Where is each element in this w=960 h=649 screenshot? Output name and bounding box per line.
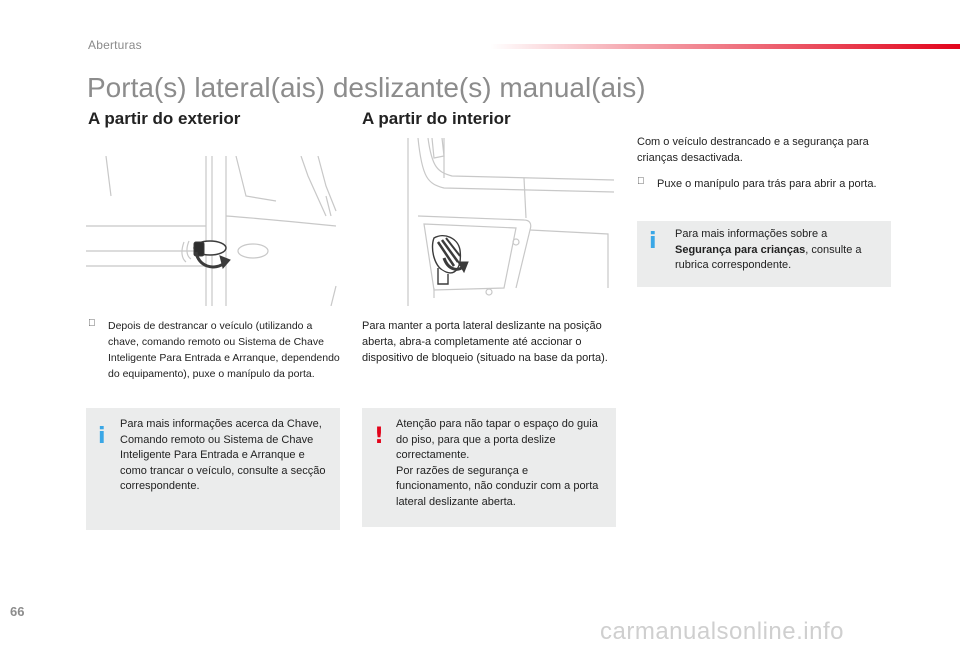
exterior-door-illustration (86, 156, 342, 306)
info-icon: i (98, 424, 106, 449)
note-text-start: Para mais informações sobre a (675, 228, 828, 240)
note-text-end: , consulte a rubrica correspondente. (675, 243, 862, 271)
warning-line-2: Por razões de segurança e funcionamento, não conduzir com a porta lateral deslizante aberta. (396, 464, 599, 508)
exterior-door-drawing (86, 156, 342, 306)
interior-pull-text: Puxe o manípulo para trás para abrir a porta. (657, 178, 877, 190)
section-label: Aberturas (88, 38, 142, 52)
interior-door-illustration (404, 138, 614, 306)
interior-instruction-text: Para manter a porta lateral deslizante na posição aberta, abra-a completamente até accionar o dispositivo de bloqueio (situado na base da porta). (362, 320, 608, 364)
interior-warning-note (362, 408, 616, 527)
exterior-instruction-text: Depois de destrancar o veículo (utilizando a chave, comando remoto ou Sistema de Chave Inteligente Para Entrada e Arranque, dependendo do equipamento), puxe o manípulo da porta. (108, 320, 340, 380)
watermark: carmanualsonline.info (600, 618, 844, 645)
warning-line-1: Atenção para não tapar o espaço do guia do piso, para que a porta deslize correctamente. (396, 418, 598, 461)
interior-door-drawing (404, 138, 614, 306)
warning-icon: ! (374, 424, 385, 449)
interior-warning-text (396, 417, 602, 510)
child-safety-info-text (675, 227, 881, 274)
exterior-instruction (88, 318, 340, 382)
bullet-marker (637, 176, 657, 192)
header-accent-bar (490, 44, 960, 49)
exterior-heading: A partir do exterior (88, 109, 241, 128)
child-safety-info-note (637, 221, 891, 287)
info-icon: i (649, 229, 657, 254)
unlock-condition-text: Com o veículo destrancado e a segurança para crianças desactivada. (637, 136, 869, 164)
interior-instruction (637, 176, 891, 192)
exterior-info-note (86, 408, 340, 530)
interior-heading: A partir do interior (362, 109, 511, 128)
page-title: Porta(s) lateral(ais) deslizante(s) manual(ais) (87, 72, 646, 103)
bullet-marker (88, 318, 108, 382)
child-safety-link: Segurança para crianças (675, 243, 806, 256)
exterior-info-text: Para mais informações acerca da Chave, Comando remoto ou Sistema de Chave Inteligente Para Entrada e Arranque e como trancar o veículo, consulte a secção correspondente. (120, 418, 326, 492)
page-number: 66 (10, 604, 25, 619)
